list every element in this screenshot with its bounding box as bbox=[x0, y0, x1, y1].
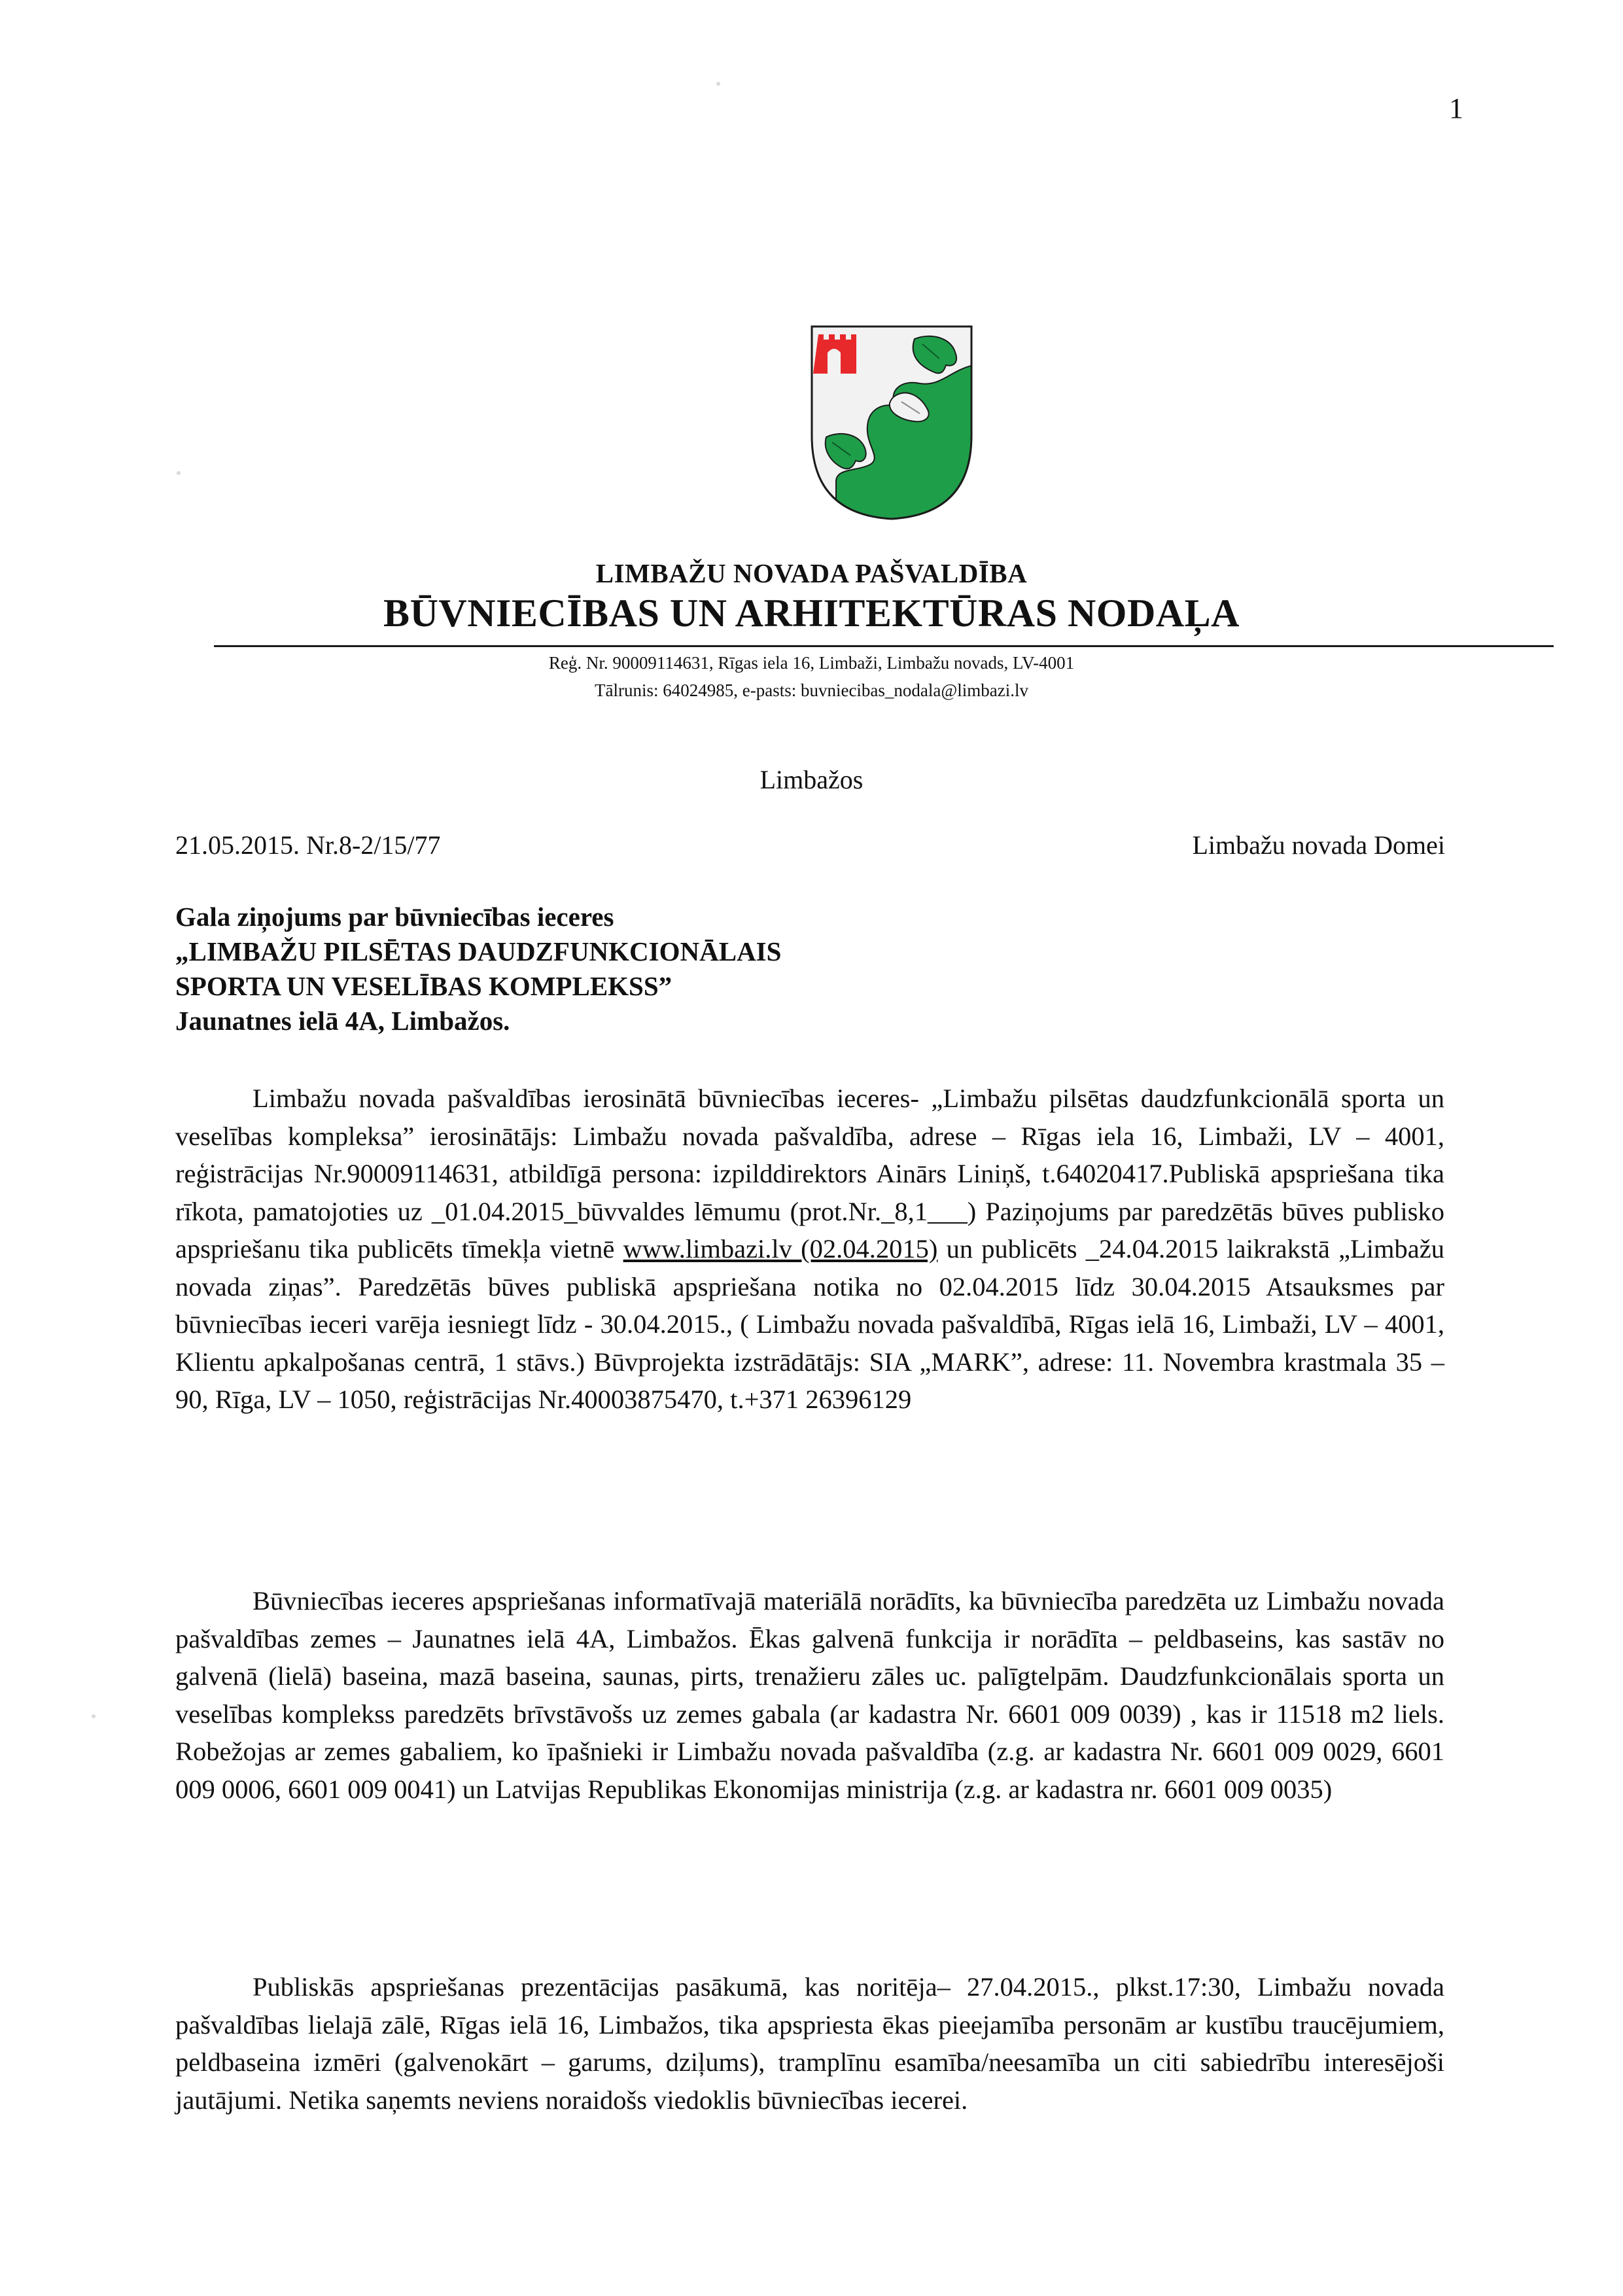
subject-heading bbox=[175, 900, 1418, 1038]
place-of-issue: Limbažos bbox=[759, 765, 864, 794]
paragraph-1-text-a: Limbažu novada pašvaldības ierosinātā būvniecības ieceres- „Limbažu pilsētas daudzfunkcionālā sporta un veselības kompleksa” ierosinātājs: Limbažu novada pašvaldība, adrese – Rīgas iela 16, Limbaži, LV – 4001, reģistrācijas Nr.90009114631, atbildīgā persona: izpilddirektors Ainārs Liniņš, t.64020417.Publiskā apspriešana tika rīkota, pamatojoties uz _01.04.2015_būvvaldes lēmumu (prot.Nr._8,1___) Paziņojums par paredzētās būves publisko apspriešanu tika publicēts tīmekļa vietnē bbox=[175, 1084, 1444, 1263]
paragraph-1 bbox=[175, 1080, 1444, 1419]
paragraph-2: Būvniecības ieceres apspriešanas informatīvajā materiālā norādīts, ka būvniecība paredzēta uz Limbažu novada pašvaldības zemes – Jaunatnes ielā 4A, Limbažos. Ēkas galvenā funkcija ir norādīta – peldbaseins, kas sastāv no galvenā (lielā) baseina, mazā baseina, saunas, pirts, trenažieru zāles uc. palīgtelpām. Daudzfunkcionālais sporta un veselības komplekss paredzēts brīvstāvošs uz zemes gabala (ar kadastra Nr. 6601 009 0039) , kas ir 11518 m2 liels. Robežojas ar zemes gabaliem, ko īpašnieki ir Limbažu novada pašvaldība (z.g. ar kadastra Nr. 6601 009 0029, 6601 009 0006, 6601 009 0041) un Latvijas Republikas Ekonomijas ministrija (z.g. ar kadastra nr. 6601 009 0035) bbox=[175, 1586, 1444, 1804]
contact-line: Tālrunis: 64024985, e-pasts: buvniecibas_nodala@limbazi.lv bbox=[595, 680, 1028, 700]
page-number: 1 bbox=[1449, 92, 1463, 124]
organization-name: LIMBAŽU NOVADA PAŠVALDĪBA bbox=[595, 558, 1028, 588]
subject-line-1: Gala ziņojums par būvniecības ieceres bbox=[175, 902, 614, 932]
date-reference: 21.05.2015. Nr.8-2/15/77 bbox=[175, 830, 441, 860]
subject-line-2: „LIMBAŽU PILSĒTAS DAUDZFUNKCIONĀLAIS bbox=[175, 936, 782, 966]
registration-line: Reģ. Nr. 90009114631, Rīgas iela 16, Limbaži, Limbažu novads, LV-4001 bbox=[548, 653, 1075, 673]
website-link[interactable]: www.limbazi.lv (02.04.2015) bbox=[623, 1234, 938, 1263]
scan-speck bbox=[92, 1714, 96, 1718]
addressee: Limbažu novada Domei bbox=[1192, 830, 1445, 860]
subject-line-4: Jaunatnes ielā 4A, Limbažos. bbox=[175, 1006, 510, 1036]
department-name: BŪVNIECĪBAS UN ARHITEKTŪRAS NODAĻA bbox=[383, 592, 1240, 635]
letterhead-divider bbox=[214, 645, 1554, 647]
paragraph-1-text-b: un publicēts _24.04.2015 laikrakstā „Limbažu novada ziņas”. Paredzētās būves publiskā apspriešana notika no 02.04.2015 līdz 30.04.2015 Atsauksmes par būvniecības ieceri varēja iesniegt līdz - 30.04.2015., ( Limbažu novada pašvaldībā, Rīgas ielā 16, Limbaži, LV – 4001, Klientu apkalpošanas centrā, 1 stāvs.) Būvprojekta izstrādātājs: SIA „MARK”, adrese: 11. Novembra krastmala 35 – 90, Rīga, LV – 1050, reģistrācijas Nr.40003875470, t.+371 26396129 bbox=[175, 1234, 1444, 1414]
scan-speck bbox=[716, 82, 720, 86]
coat-of-arms-icon bbox=[810, 325, 973, 521]
subject-line-3: SPORTA UN VESELĪBAS KOMPLEKSS” bbox=[175, 971, 672, 1001]
paragraph-3: Publiskās apspriešanas prezentācijas pasākumā, kas noritēja– 27.04.2015., plkst.17:30, Limbažu novada pašvaldības lielajā zālē, Rīgas ielā 16, Limbažos, tika apspriesta ēkas pieejamība personām ar kustību traucējumiem, peldbaseina izmēri (galvenokārt – garums, dziļums), tramplīnu esamība/neesamība un citi sabiedrību interesējoši jautājumi. Netika saņemts neviens noraidošs viedoklis būvniecības iecerei. bbox=[175, 1972, 1444, 2115]
scan-speck bbox=[177, 471, 181, 475]
